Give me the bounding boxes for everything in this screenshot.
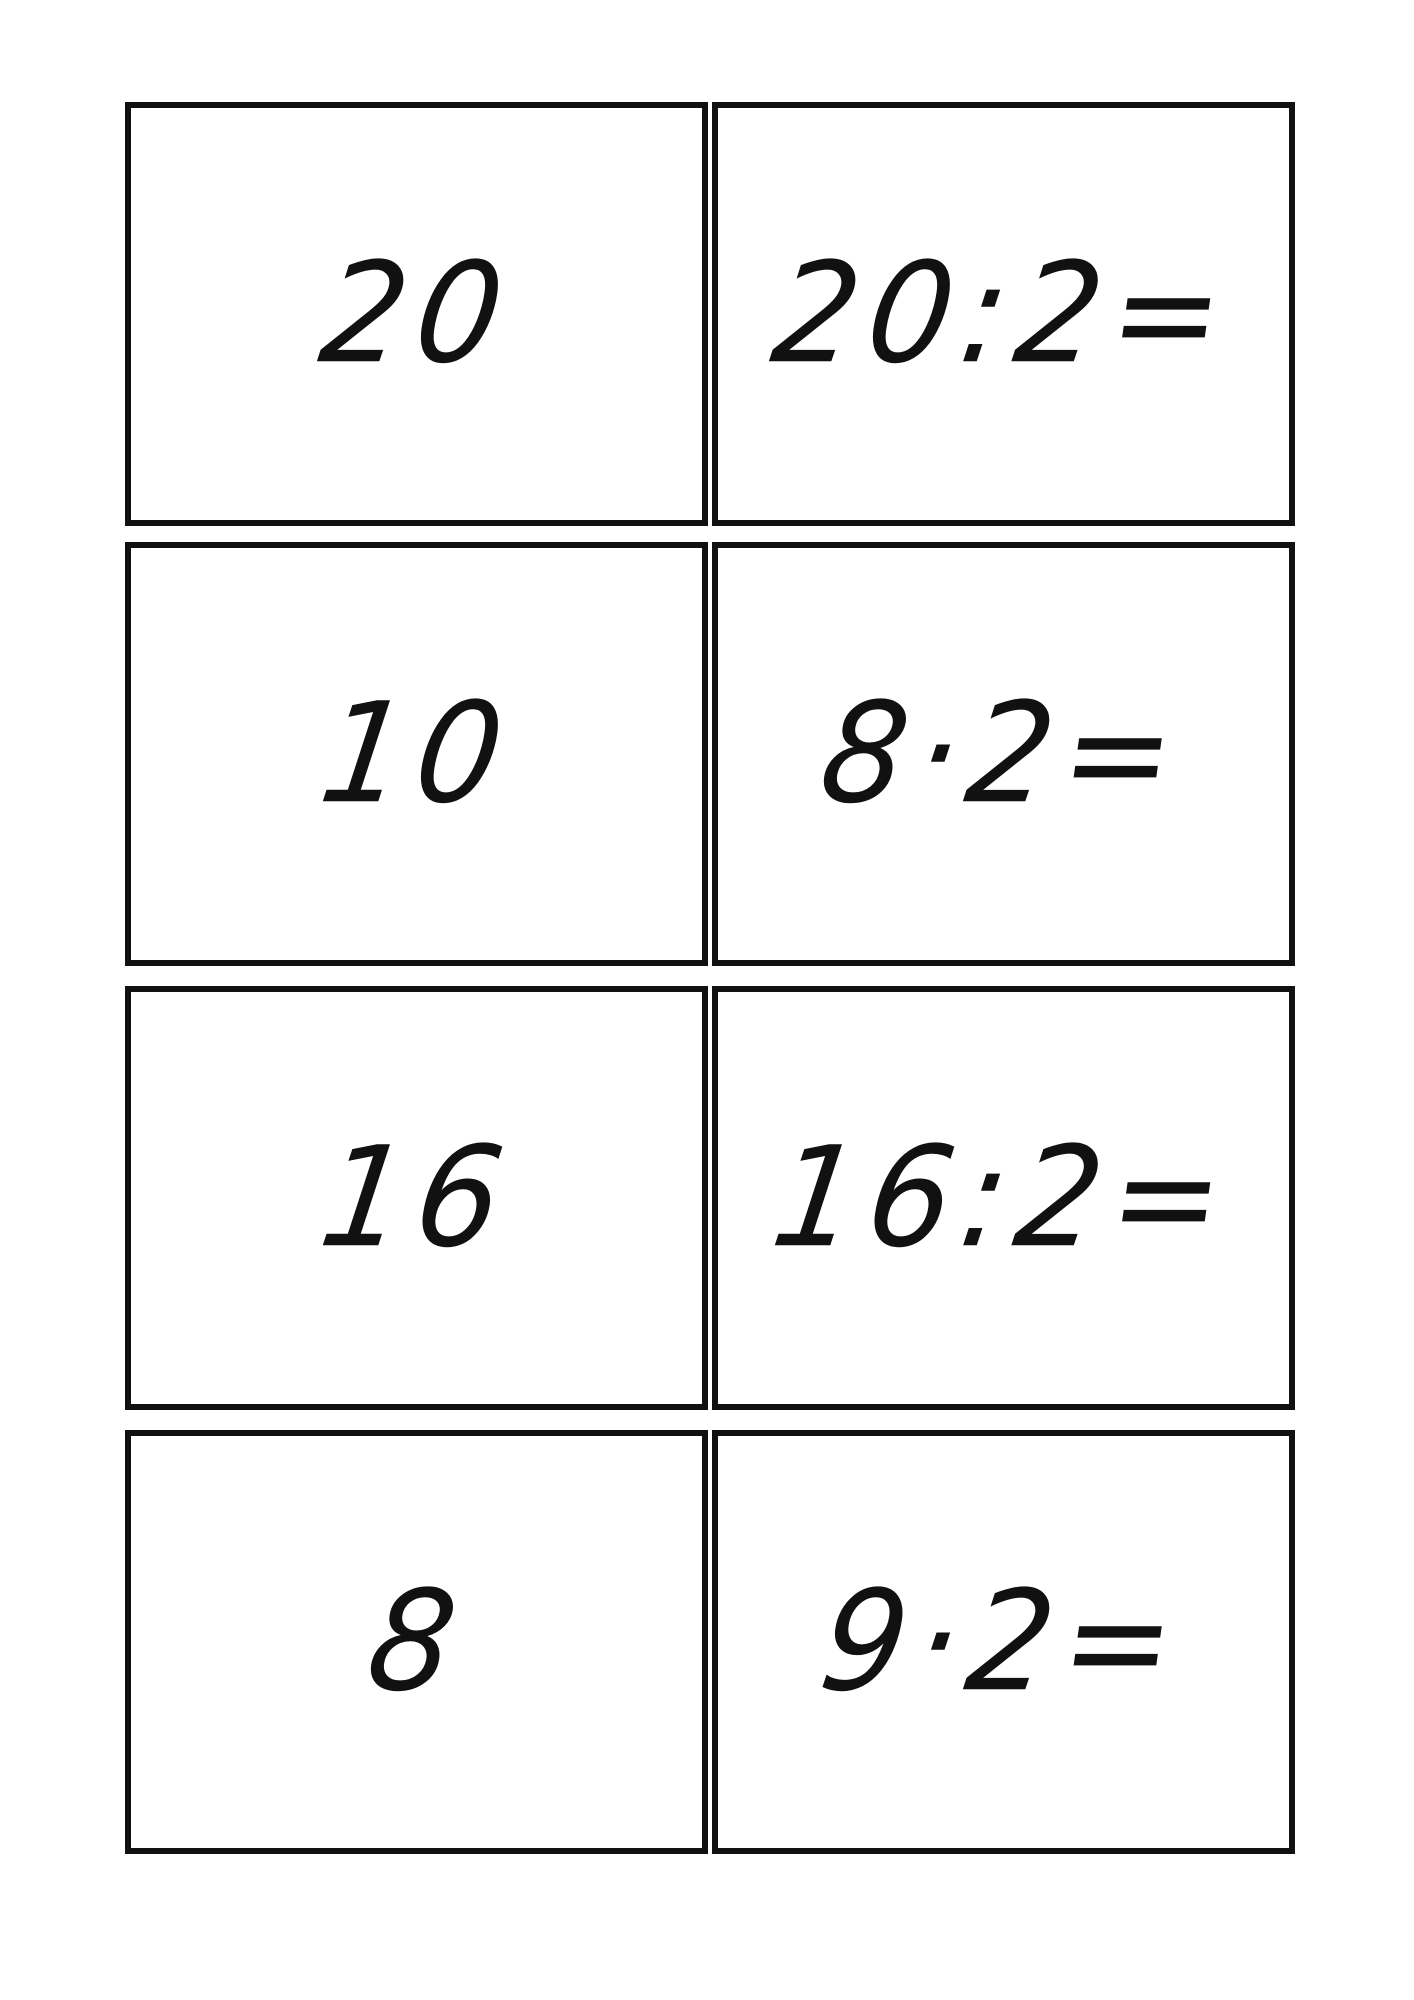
expression-label: 8·2= xyxy=(811,673,1196,835)
number-card xyxy=(125,1430,708,1854)
expression-card xyxy=(712,986,1295,1410)
expression-label: 9·2= xyxy=(811,1561,1196,1723)
number-card xyxy=(125,102,708,526)
card-sheet xyxy=(125,102,1295,1854)
expression-card xyxy=(712,102,1295,526)
number-label: 20 xyxy=(311,233,522,395)
number-card xyxy=(125,542,708,966)
expression-card xyxy=(712,1430,1295,1854)
expression-label: 20:2= xyxy=(763,233,1244,395)
number-card xyxy=(125,986,708,1410)
expression-card xyxy=(712,542,1295,966)
number-label: 16 xyxy=(311,1117,522,1279)
number-label: 8 xyxy=(358,1561,475,1723)
number-label: 10 xyxy=(311,673,522,835)
expression-label: 16:2= xyxy=(763,1117,1244,1279)
